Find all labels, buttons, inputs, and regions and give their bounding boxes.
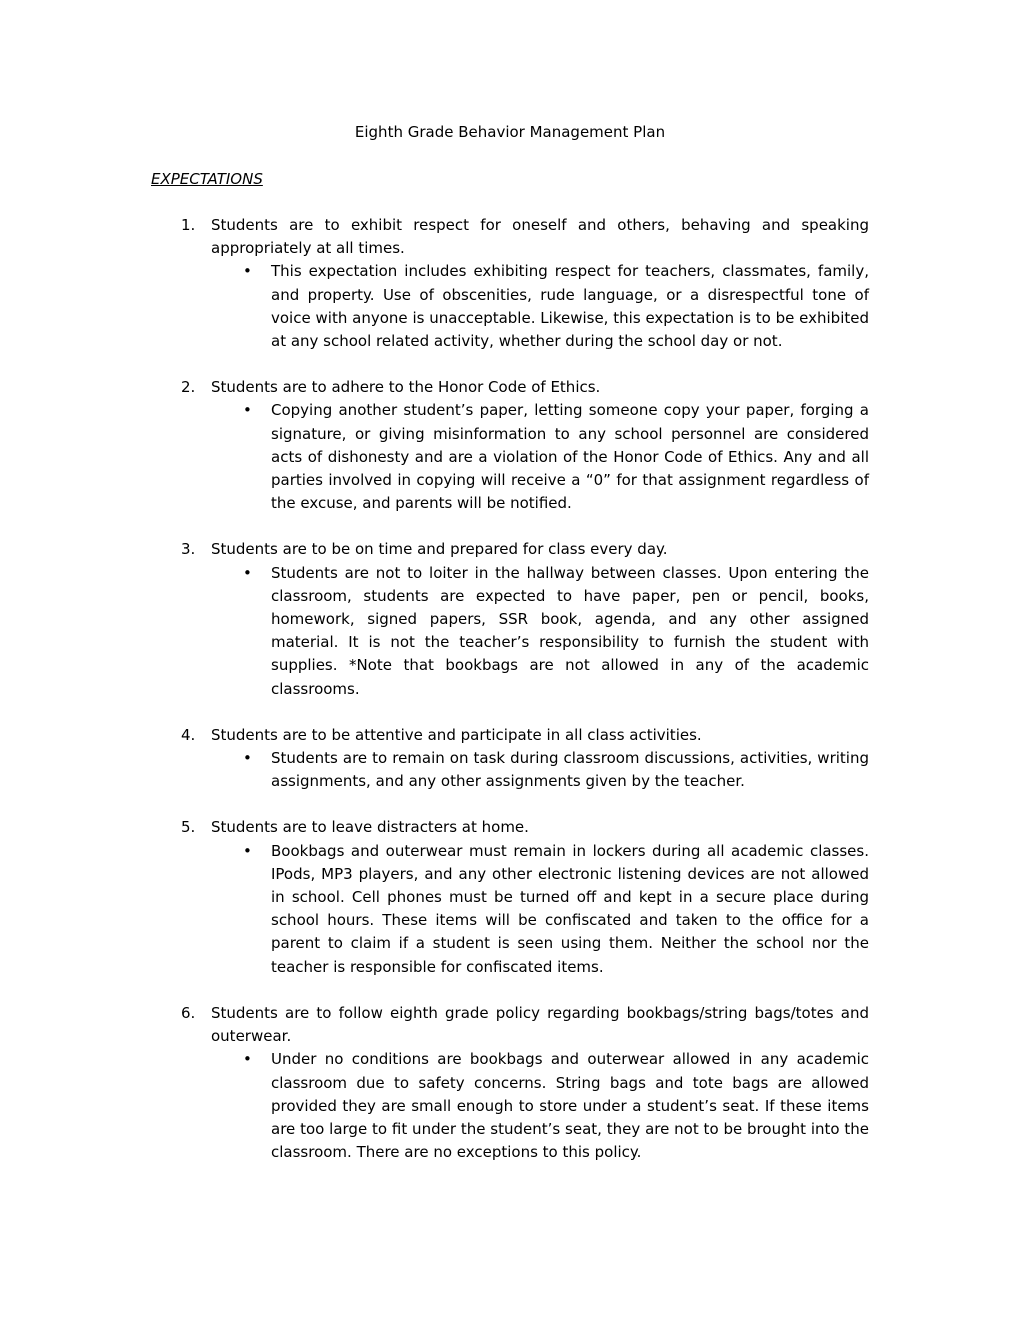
- document-title: Eighth Grade Behavior Management Plan: [354, 123, 666, 141]
- bullet-text: Under no conditions are bookbags and outerwear allowed in any academic classroom due to safety concerns. String bags and tote bags are allowed provided they are small enough to store under a student’s seat. If these items are too large to fit under the student’s seat, they are not to be brought into the classroom. There are no exceptions to this policy.: [271, 1050, 869, 1162]
- sub-bullet: [0, 562, 1020, 701]
- bullet-icon: •: [243, 841, 252, 860]
- item-number: 4.: [181, 725, 196, 744]
- bullet-icon: •: [243, 262, 252, 281]
- sub-bullet: [0, 840, 1020, 979]
- item-text: Students are to be on time and prepared for class every day.: [211, 540, 668, 559]
- list-item: [0, 1002, 1020, 1164]
- item-text: Students are to follow eighth grade policy regarding bookbags/string bags/totes and outerwear.: [211, 1003, 869, 1046]
- item-text: Students are to leave distracters at home.: [211, 818, 529, 837]
- item-number: 3.: [181, 540, 196, 559]
- bullet-icon: •: [243, 1050, 252, 1069]
- sub-bullet: [0, 399, 1020, 515]
- item-text: Students are to exhibit respect for oneself and others, behaving and speaking appropriately at all times.: [211, 216, 869, 258]
- sub-bullet: [0, 260, 1020, 353]
- list-item: [0, 724, 1020, 794]
- item-number: 6.: [181, 1003, 196, 1022]
- list-item: [0, 376, 1020, 515]
- bullet-text: Students are not to loiter in the hallway between classes. Upon entering the classroom, students are expected to have paper, pen or pencil, books, homework, signed papers, SSR book, agenda, and any other assigned material. It is not the teacher’s responsibility to furnish the student with supplies. *Note that bookbags are not allowed in any of the academic classrooms.: [271, 563, 869, 698]
- expectations-list: [0, 214, 1020, 1187]
- bullet-text: Bookbags and outerwear must remain in lockers during all academic classes. IPods, MP3 players, and any other electronic listening devices are not allowed in school. Cell phones must be turned off and kept in a secure place during school hours. These items will be confiscated and taken to the office for a parent to claim if a student is seen using them. Neither the school nor the teacher is responsible for confiscated items.: [271, 841, 869, 976]
- list-item: [0, 538, 1020, 700]
- item-number: 2.: [181, 378, 196, 397]
- bullet-icon: •: [243, 563, 252, 582]
- sub-bullet: [0, 1048, 1020, 1164]
- item-text: Students are to adhere to the Honor Code of Ethics.: [211, 378, 601, 397]
- sub-bullet: [0, 747, 1020, 793]
- bullet-text: Students are to remain on task during classroom discussions, activities, writing assignments, and any other assignments given by the teacher.: [271, 749, 869, 791]
- section-heading-expectations: EXPECTATIONS: [151, 170, 263, 188]
- bullet-text: Copying another student’s paper, letting someone copy your paper, forging a signature, or giving misinformation to any school personnel are considered acts of dishonesty and are a violation of the Honor Code of Ethics. Any and all parties involved in copying will receive a “0” for that assignment regardless of the excuse, and parents will be notified.: [271, 401, 869, 513]
- bullet-icon: •: [243, 749, 252, 768]
- bullet-icon: •: [243, 401, 252, 420]
- item-text: Students are to be attentive and participate in all class activities.: [211, 725, 702, 744]
- list-item: [0, 214, 1020, 353]
- bullet-text: This expectation includes exhibiting respect for teachers, classmates, family, and property. Use of obscenities, rude language, or a disrespectful tone of voice with anyone is unacceptable. Likewise, this expectation is to be exhibited at any school related activity, whether during the school day or not.: [271, 262, 869, 351]
- list-item: [0, 816, 1020, 978]
- item-number: 5.: [181, 818, 196, 837]
- item-number: 1.: [181, 216, 196, 234]
